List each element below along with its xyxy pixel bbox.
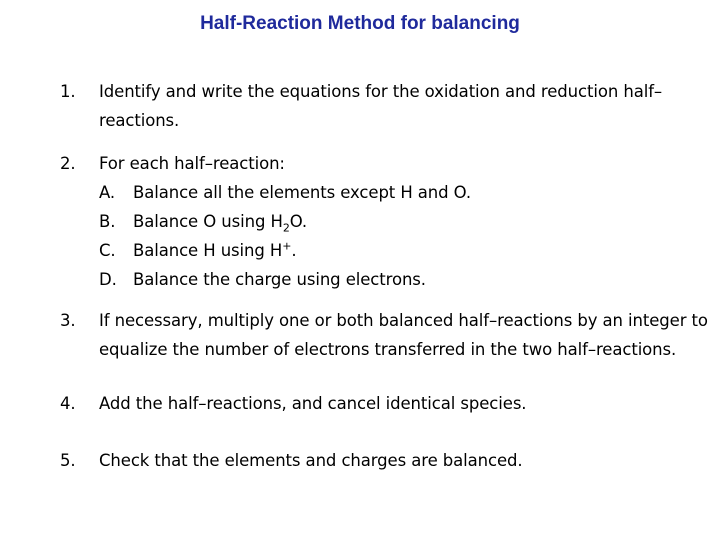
substep-text xyxy=(133,207,307,236)
step-5 xyxy=(60,446,710,475)
substep-a xyxy=(99,178,710,207)
step-text: For each half–reaction: xyxy=(99,154,285,173)
step-1 xyxy=(60,77,710,135)
substep-b xyxy=(99,207,710,236)
proton-superscript: + xyxy=(282,239,292,253)
step-number: 1. xyxy=(60,82,76,101)
step-number: 3. xyxy=(60,311,76,330)
step-text: Identify and write the equations for the oxidation and reduction half–reactions. xyxy=(99,82,663,130)
step-number: 5. xyxy=(60,451,76,470)
step-2 xyxy=(60,149,710,294)
step-text: Add the half–reactions, and cancel identical species. xyxy=(99,394,527,413)
step-3 xyxy=(60,306,710,364)
substep-letter: A. xyxy=(99,183,116,202)
substep-text-before: Balance O using H xyxy=(133,212,283,231)
substep-c xyxy=(99,236,710,265)
page-title: Half-Reaction Method for balancing xyxy=(200,13,520,34)
substep-text-after: O. xyxy=(289,212,308,231)
step-text: Check that the elements and charges are balanced. xyxy=(99,451,523,470)
substep-text xyxy=(133,236,297,265)
substep-text-before: Balance H using H xyxy=(133,241,283,260)
water-subscript: 2 xyxy=(282,221,290,235)
substep-letter: D. xyxy=(99,270,117,289)
substep-letter: C. xyxy=(99,241,116,260)
step-text: If necessary, multiply one or both balanced half–reactions by an integer to equalize the number of electrons transferred in the two half–reactions. xyxy=(99,311,708,359)
step-number: 2. xyxy=(60,154,76,173)
substep-text: Balance the charge using electrons. xyxy=(133,270,426,289)
step-4 xyxy=(60,389,710,418)
substep-text-after: . xyxy=(291,241,297,260)
substep-text: Balance all the elements except H and O. xyxy=(133,183,472,202)
substep-d xyxy=(99,265,710,294)
step-number: 4. xyxy=(60,394,76,413)
substep-letter: B. xyxy=(99,212,116,231)
